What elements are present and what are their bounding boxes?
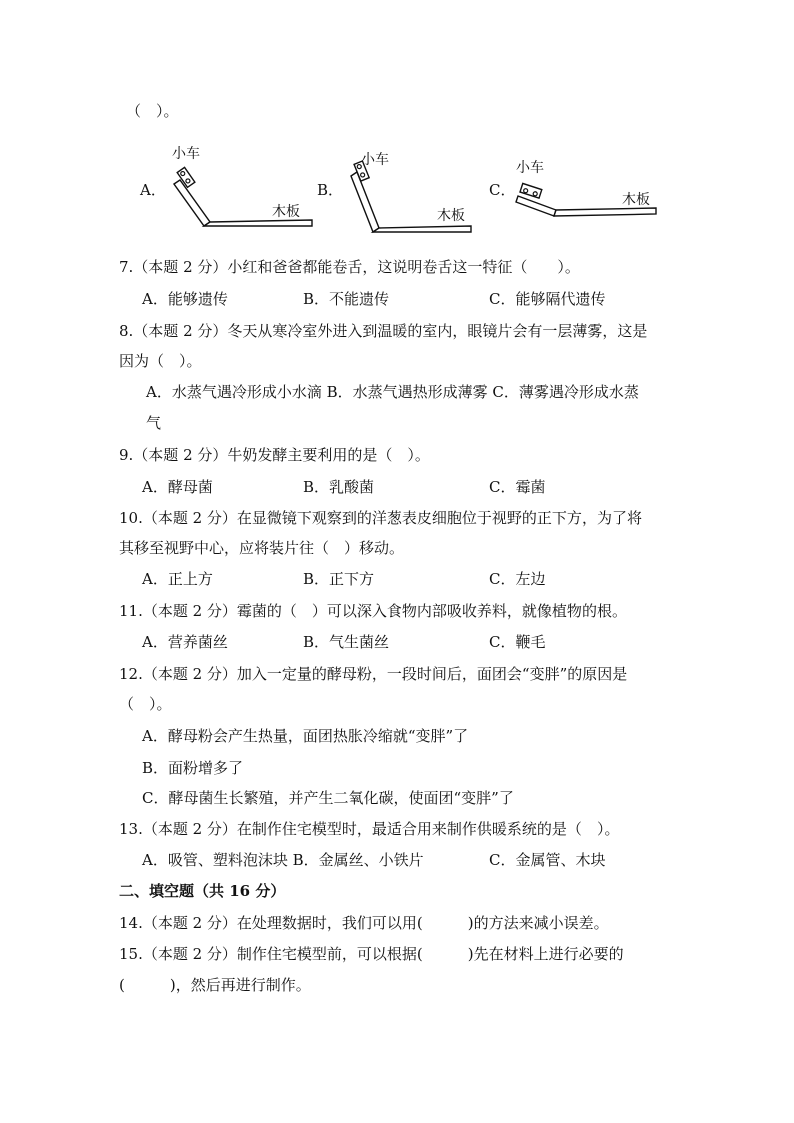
question-10-stem-line2: 其移至视野中心，应将装片往（ ）移动。 [119, 539, 405, 557]
question-7-option-b[interactable]: B．不能遗传 [303, 290, 390, 308]
question-13-options-ab[interactable]: A．吸管、塑料泡沫块 B．金属丝、小铁片 [142, 851, 424, 869]
question-8-stem: 8.（本题 2 分）冬天从寒冷室外进入到温暖的室内，眼镜片会有一层薄雾，这是 [119, 322, 648, 340]
question-9-option-c[interactable]: C．霉菌 [489, 478, 546, 496]
question-11-option-b[interactable]: B．气生菌丝 [303, 633, 390, 651]
question-8-options[interactable]: A．水蒸气遇冷形成小水滴 B．水蒸气遇热形成薄雾 C．薄雾遇冷形成水蒸 [146, 383, 639, 401]
question-13-option-c[interactable]: C．金属管、木块 [489, 851, 606, 869]
question-9-stem: 9.（本题 2 分）牛奶发酵主要利用的是（ ）。 [119, 446, 430, 464]
figure-option-label-c: C． [489, 181, 516, 199]
question-9-option-a[interactable]: A．酵母菌 [142, 478, 213, 496]
section-heading: 二、填空题（共 16 分） [119, 882, 286, 900]
question-12-stem: 12.（本题 2 分）加入一定量的酵母粉，一段时间后，面团会“变胖”的原因是 [119, 665, 628, 683]
question-11-option-c[interactable]: C．鞭毛 [489, 633, 546, 651]
question-13-stem: 13.（本题 2 分）在制作住宅模型时，最适合用来制作供暖系统的是（ ）。 [119, 820, 620, 838]
incline-figure [140, 140, 660, 240]
question-15-stem: 15.（本题 2 分）制作住宅模型前，可以根据( )先在材料上进行必要的 [119, 945, 624, 963]
question-9-option-b[interactable]: B．乳酸菌 [303, 478, 375, 496]
question-8-stem-line2: 因为（ ）。 [119, 352, 202, 370]
question-12-option-b[interactable]: B．面粉增多了 [142, 759, 244, 777]
question-continuation: （ ）。 [126, 102, 179, 120]
car-label: 小车 [172, 146, 200, 162]
question-12-option-a[interactable]: A．酵母粉会产生热量，面团热胀冷缩就“变胖”了 [142, 727, 469, 745]
incline-diagram-b [345, 146, 495, 242]
question-8-options-wrap: 气 [146, 414, 162, 432]
figure-option-label-a: A． [140, 181, 166, 199]
question-7-option-c[interactable]: C．能够隔代遗传 [489, 290, 606, 308]
board-label: 木板 [272, 204, 300, 220]
question-12-option-c[interactable]: C．酵母菌生长繁殖，并产生二氧化碳，使面团“变胖”了 [142, 789, 514, 807]
question-14-stem: 14.（本题 2 分）在处理数据时，我们可以用( )的方法来减小误差。 [119, 914, 609, 932]
incline-diagram-c [514, 152, 660, 236]
question-7-option-a[interactable]: A．能够遗传 [142, 290, 228, 308]
question-10-stem: 10.（本题 2 分）在显微镜下观察到的洋葱表皮细胞位于视野的正下方，为了将 [119, 509, 642, 527]
board-label: 木板 [622, 192, 650, 208]
question-10-option-b[interactable]: B．正下方 [303, 570, 375, 588]
question-11-option-a[interactable]: A．营养菌丝 [142, 633, 228, 651]
question-7-stem: 7.（本题 2 分）小红和爸爸都能卷舌，这说明卷舌这一特征（ ）。 [119, 258, 580, 276]
question-11-stem: 11.（本题 2 分）霉菌的（ ）可以深入食物内部吸收养料，就像植物的根。 [119, 602, 627, 620]
board-label: 木板 [437, 208, 465, 224]
question-12-stem-line2: （ ）。 [119, 695, 172, 713]
question-10-option-c[interactable]: C．左边 [489, 570, 546, 588]
car-label: 小车 [361, 152, 389, 168]
figure-option-label-b: B． [317, 181, 344, 199]
question-15-stem-line2: ( )，然后再进行制作。 [119, 976, 311, 994]
question-10-option-a[interactable]: A．正上方 [142, 570, 213, 588]
incline-diagram-a [166, 140, 316, 236]
car-label: 小车 [516, 160, 544, 176]
